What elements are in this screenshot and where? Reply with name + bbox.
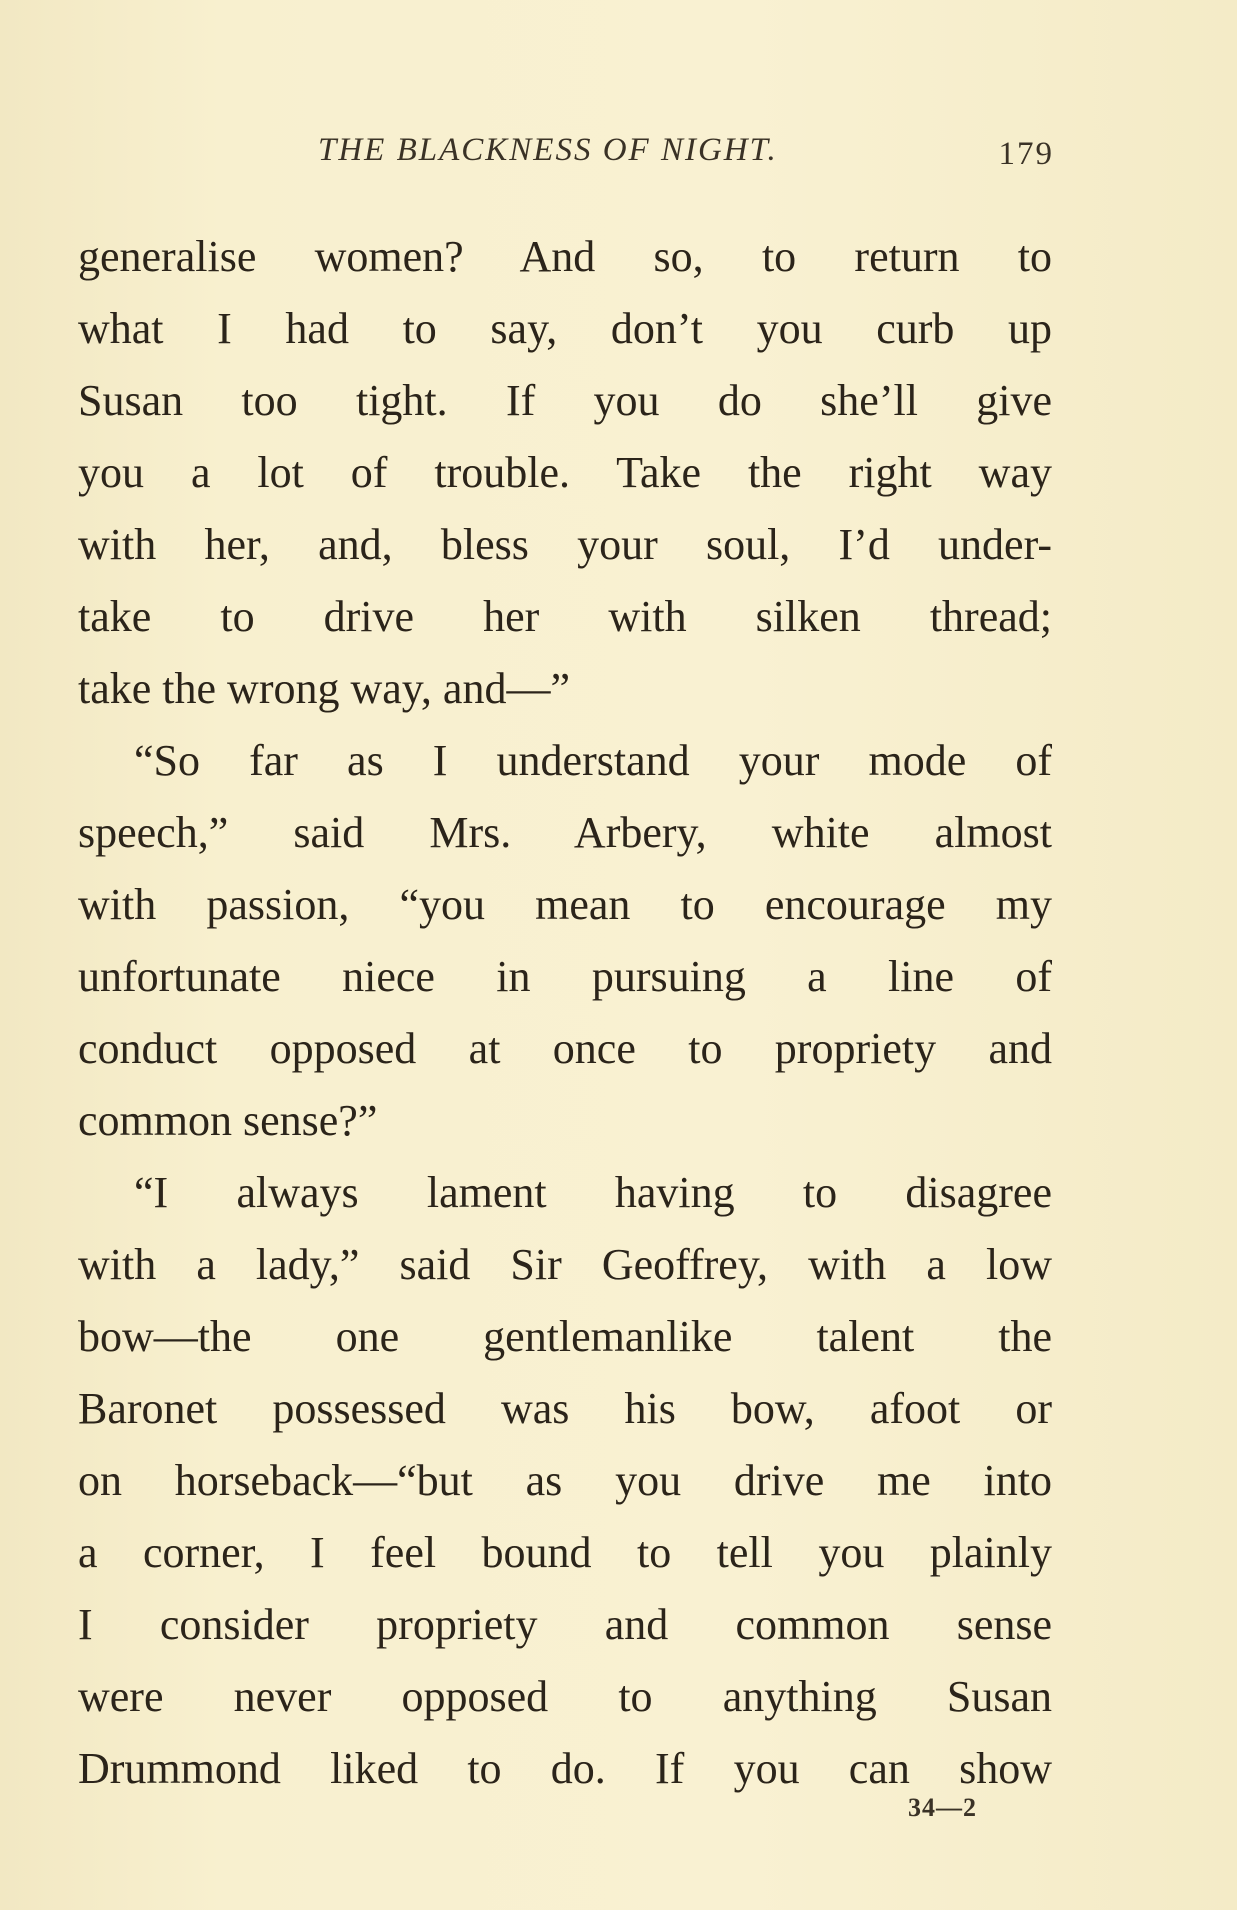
page-number: 179 [998,136,1054,172]
text-line: I consider propriety and common sense [78,1600,1052,1649]
text-line: on horseback—“but as you drive me into [78,1456,1052,1505]
text-line: “I always lament having to disagree [134,1168,1052,1217]
text-line: with passion, “you mean to encourage my [78,880,1052,929]
text-line: common sense?” [78,1096,378,1145]
signature-mark: 34—2 [908,1793,977,1822]
text-line: bow—the one gentlemanlike talent the [78,1312,1052,1361]
text-line: with her, and, bless your soul, I’d under- [78,520,1052,569]
text-line: “So far as I understand your mode of [134,736,1052,785]
text-line: you a lot of trouble. Take the right way [78,448,1052,497]
text-line: take the wrong way, and—” [78,664,570,713]
text-line: a corner, I feel bound to tell you plainly [78,1528,1052,1577]
text-line: with a lady,” said Sir Geoffrey, with a low [78,1240,1052,1289]
text-line: Baronet possessed was his bow, afoot or [78,1384,1052,1433]
text-line: take to drive her with silken thread; [78,592,1052,641]
text-line: were never opposed to anything Susan [78,1672,1052,1721]
text-line: generalise women? And so, to return to [78,232,1052,281]
page-header [318,132,1058,182]
text-line: Drummond liked to do. If you can show [78,1744,1052,1793]
text-line: conduct opposed at once to propriety and [78,1024,1052,1073]
text-line: what I had to say, don’t you curb up [78,304,1052,353]
running-title: THE BLACKNESS OF NIGHT. [318,132,778,168]
text-line: unfortunate niece in pursuing a line of [78,952,1052,1001]
text-line: speech,” said Mrs. Arbery, white almost [78,808,1052,857]
text-line: Susan too tight. If you do she’ll give [78,376,1052,425]
body-text [78,221,1052,1805]
